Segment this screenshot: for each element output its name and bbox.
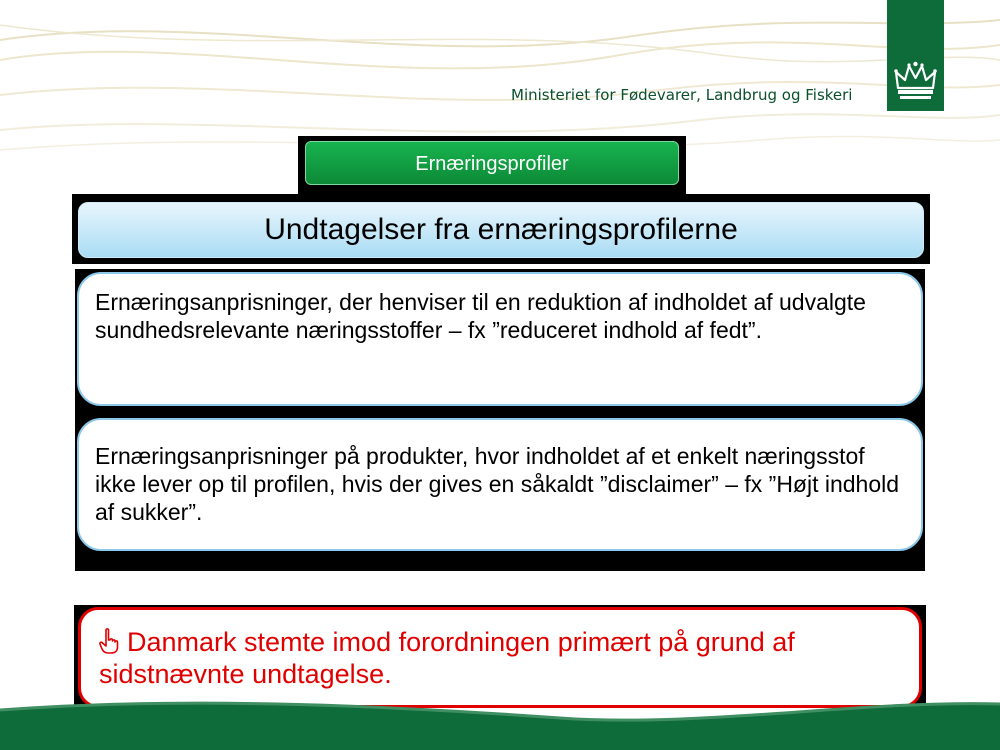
footer-wave-decoration	[0, 690, 1000, 750]
slide-title: Undtagelser fra ernæringsprofilerne	[78, 202, 924, 258]
exception-item: Ernæringsanprisninger på produkter, hvor indholdet af et enkelt næringsstof ikke lever op til profilen, hvis der gives en såkaldt ”disclaimer” – fx ”Højt indhold af sukker”.	[77, 418, 923, 551]
note-text: Danmark stemte imod forordningen primært på grund af sidstnævnte undtagelse.	[99, 627, 795, 689]
section-tag: Ernæringsprofiler	[305, 141, 679, 185]
exception-item: Ernæringsanprisninger, der henviser til en reduktion af indholdet af udvalgte sundhedsrelevante næringsstoffer – fx ”reduceret indhold af fedt”.	[77, 272, 923, 406]
ministry-name: Ministeriet for Fødevarer, Landbrug og Fiskeri	[511, 86, 853, 104]
crest-badge	[887, 0, 944, 111]
pointing-hand-icon	[99, 626, 119, 658]
crown-icon	[893, 60, 938, 102]
